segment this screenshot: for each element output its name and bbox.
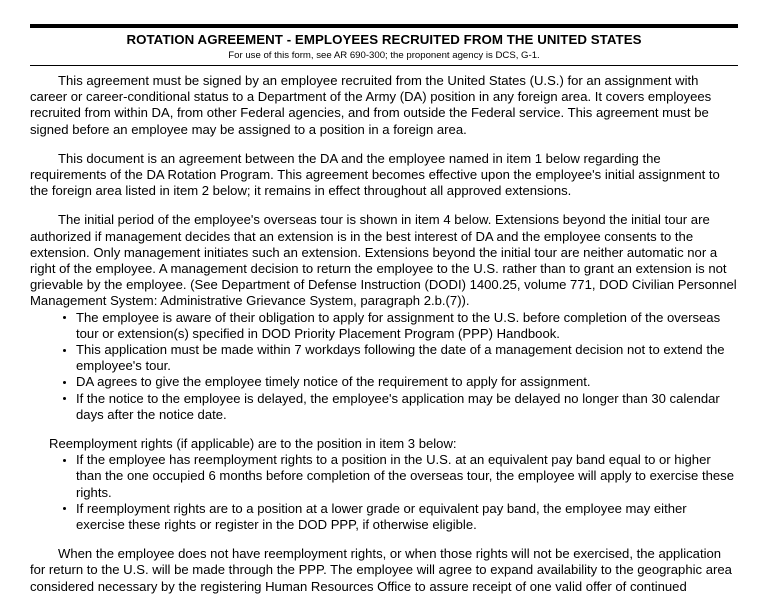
- paragraph-3: The initial period of the employee's overseas tour is shown in item 4 below. Extensions beyond the initial tour are authorized if management decides that an extension is in the best interest of DA and the employee consents to the extension. Only management initiates such an extension. Extensions beyond the initial tour are neither automatic nor a right of the employee. A management decision to return the employee to the U.S. rather than to grant an extension is not grievable by the employee. (See Department of Defense Instruction (DODI) 1400.25, volume 771, DOD Civilian Personnel Management System: Administrative Grievance System, paragraph 2.b.(7)).: [30, 212, 737, 309]
- bullet-icon: [63, 459, 66, 462]
- bullet-icon: [63, 507, 66, 510]
- header-top-rule: [30, 24, 738, 28]
- list-item-text: The employee is aware of their obligation to apply for assignment to the U.S. before completion of the overseas tour or extension(s) specified in DOD Priority Placement Program (PPP) Handbook.: [76, 309, 721, 341]
- list-item-text: If reemployment rights are to a position at a lower grade or equivalent pay band, the employee may either exercise these rights or register in the DOD PPP, if otherwise eligible.: [76, 500, 687, 533]
- header-bottom-rule: [30, 65, 738, 66]
- list-item: [30, 342, 738, 374]
- bullet-icon: [63, 349, 66, 352]
- list-item-text: This application must be made within 7 workdays following the date of a management decision not to extend the employee's tour.: [76, 342, 725, 374]
- list-item: [30, 452, 738, 501]
- document-content: [30, 0, 738, 595]
- list-item-text: If the notice to the employee is delayed, the employee's application may be delayed no longer than 30 calendar days after the notice date.: [76, 390, 720, 422]
- list-item: [30, 310, 738, 342]
- page-subtitle: For use of this form, see AR 690-300; the proponent agency is DCS, G-1.: [228, 50, 540, 61]
- bullet-icon: [63, 381, 66, 384]
- bullet-icon: [63, 316, 66, 319]
- paragraph-2: This document is an agreement between the DA and the employee named in item 1 below regarding the requirements of the DA Rotation Program. This agreement becomes effective upon the employee's initial assignment to the foreign area listed in item 2 below; it remains in effect throughout all approved extensions.: [30, 150, 720, 199]
- list-item-text: If the employee has reemployment rights to a position in the U.S. at an equivalent pay band equal to or higher than the one occupied 6 months before completion of the overseas tour, the employee will apply to exercise these rights.: [76, 452, 734, 500]
- reemployment-rights-list: [30, 452, 738, 533]
- list-item: [30, 501, 738, 533]
- list-item: [30, 391, 738, 423]
- list-item-text: DA agrees to give the employee timely notice of the requirement to apply for assignment.: [76, 374, 591, 390]
- rotation-obligations-list: [30, 310, 738, 423]
- list-item: [30, 374, 738, 390]
- reemployment-rights-lead-in: Reemployment rights (if applicable) are to the position in item 3 below:: [49, 436, 457, 452]
- bullet-icon: [63, 397, 66, 400]
- paragraph-1: This agreement must be signed by an employee recruited from the United States (U.S.) for an assignment with career or career-conditional status to a Department of the Army (DA) position in any foreign area. It covers employees recruited from within DA, from other Federal agencies, and from outside the Federal service. This agreement must be signed before an employee may be assigned to a position in a foreign area.: [30, 73, 712, 137]
- document-body: [30, 73, 738, 595]
- paragraph-4: When the employee does not have reemployment rights, or when those rights will not be exercised, the application for return to the U.S. will be made through the PPP. The employee will agree to expand availability to the geographic area considered necessary by the registering Human Resources Office to assure receipt of one valid offer of continued: [30, 546, 732, 594]
- page-title: ROTATION AGREEMENT - EMPLOYEES RECRUITED FROM THE UNITED STATES: [126, 32, 642, 47]
